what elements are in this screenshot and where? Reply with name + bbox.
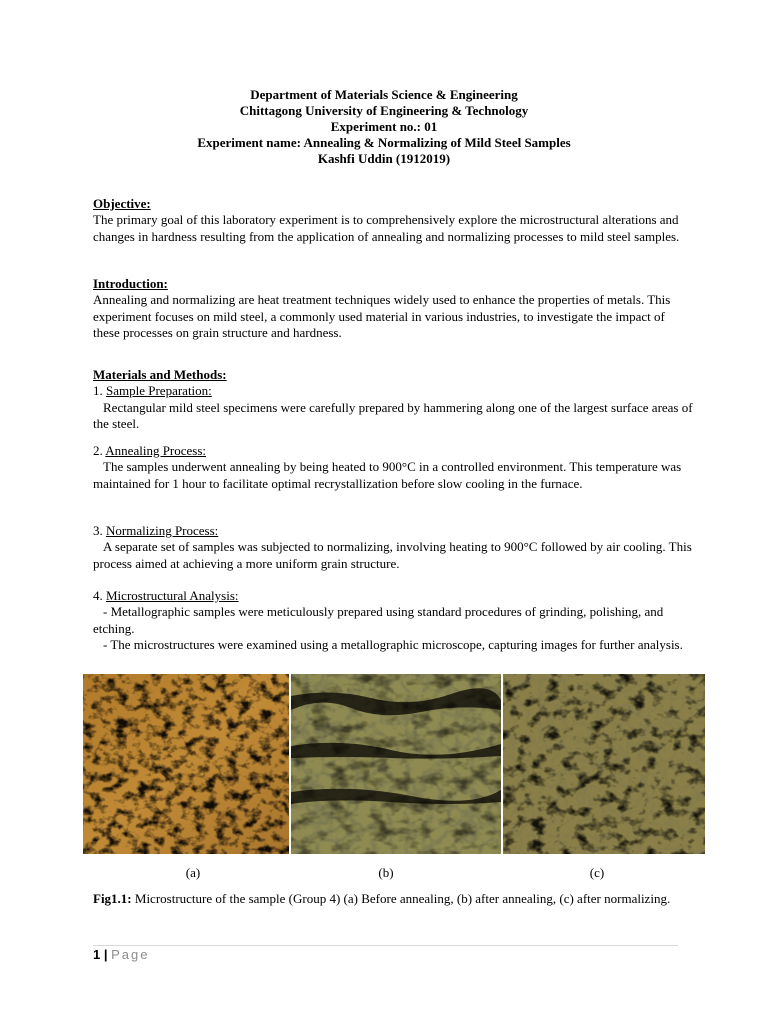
step-title: Sample Preparation: — [106, 383, 212, 399]
figure-caption-label: Fig1.1: — [93, 891, 132, 906]
introduction-section — [93, 276, 693, 341]
introduction-text: Annealing and normalizing are heat treatment techniques widely used to enhance the properties of metals. This experiment focuses on mild steel, a commonly used material in various industries, to investigate the impact of these processes on grain structure and hardness. — [93, 292, 671, 340]
objective-section — [93, 196, 693, 245]
department-title: Department of Materials Science & Engineering — [250, 87, 518, 102]
figure-label-b: (b) — [378, 865, 394, 880]
methods-section — [93, 367, 693, 432]
author-name: Kashfi Uddin (1912019) — [317, 151, 451, 166]
step-title: Normalizing Process: — [106, 523, 219, 538]
method-step-2-text: The samples underwent annealing by being heated to 900°C in a controlled environment. This temperature was maintained for 1 hour to facilitate optimal recrystallization before slow cooling in the furnace. — [93, 459, 682, 491]
experiment-number: Experiment no.: 01 — [330, 119, 438, 134]
step-number: 3. — [93, 523, 106, 538]
micrograph-b-image — [291, 674, 501, 854]
method-step-3-title — [93, 523, 693, 539]
step-title: Annealing Process: — [105, 443, 207, 458]
step-title: Microstructural Analysis: — [106, 588, 239, 603]
analysis-section — [93, 588, 693, 653]
page-footer — [93, 947, 149, 962]
footer-divider — [93, 945, 678, 946]
figure-label-a: (a) — [185, 865, 201, 880]
method-step-4-title — [93, 588, 693, 604]
figure-caption-text: Microstructure of the sample (Group 4) (a) Before annealing, (b) after annealing, (c) after normalizing. — [131, 891, 671, 906]
method-step-2-title — [93, 443, 693, 459]
experiment-name: Experiment name: Annealing & Normalizing of Mild Steel Samples — [197, 135, 571, 150]
introduction-heading: Introduction: — [93, 276, 168, 291]
method-step-1-title — [93, 383, 693, 399]
objective-heading: Objective: — [93, 196, 151, 211]
methods-heading: Materials and Methods: — [93, 367, 227, 382]
micrograph-c-image — [503, 674, 705, 854]
step-number: 1. — [93, 383, 106, 399]
figure-label-c: (c) — [589, 865, 605, 880]
page-number: 1 — [93, 947, 101, 962]
page-word: Page — [111, 947, 150, 962]
method-step-1-text: Rectangular mild steel specimens were carefully prepared by hammering along one of the largest surface areas of the steel. — [93, 399, 693, 431]
step-number: 4. — [93, 588, 106, 603]
university-title: Chittagong University of Engineering & Technology — [239, 103, 529, 118]
step-number: 2. — [93, 443, 106, 458]
method-step-4-bullet-2: - The microstructures were examined using a metallographic microscope, capturing images for further analysis. — [103, 636, 683, 652]
method-step-4-bullet-1: - Metallographic samples were meticulously prepared using standard procedures of grinding, polishing, and etching. — [93, 604, 664, 636]
annealing-section — [93, 443, 693, 492]
document-header — [0, 87, 768, 167]
page-separator: | — [100, 947, 112, 962]
normalizing-section — [93, 523, 693, 572]
method-step-3-text: A separate set of samples was subjected to normalizing, involving heating to 900°C followed by air cooling. This process aimed at achieving a more uniform grain structure. — [93, 539, 692, 571]
figure-caption — [93, 891, 693, 907]
objective-text: The primary goal of this laboratory experiment is to comprehensively explore the microstructural alterations and changes in hardness resulting from the application of annealing and normalizing processes to mild steel samples. — [93, 212, 680, 244]
micrograph-a-image — [83, 674, 289, 854]
micrograph-figure — [83, 674, 705, 854]
